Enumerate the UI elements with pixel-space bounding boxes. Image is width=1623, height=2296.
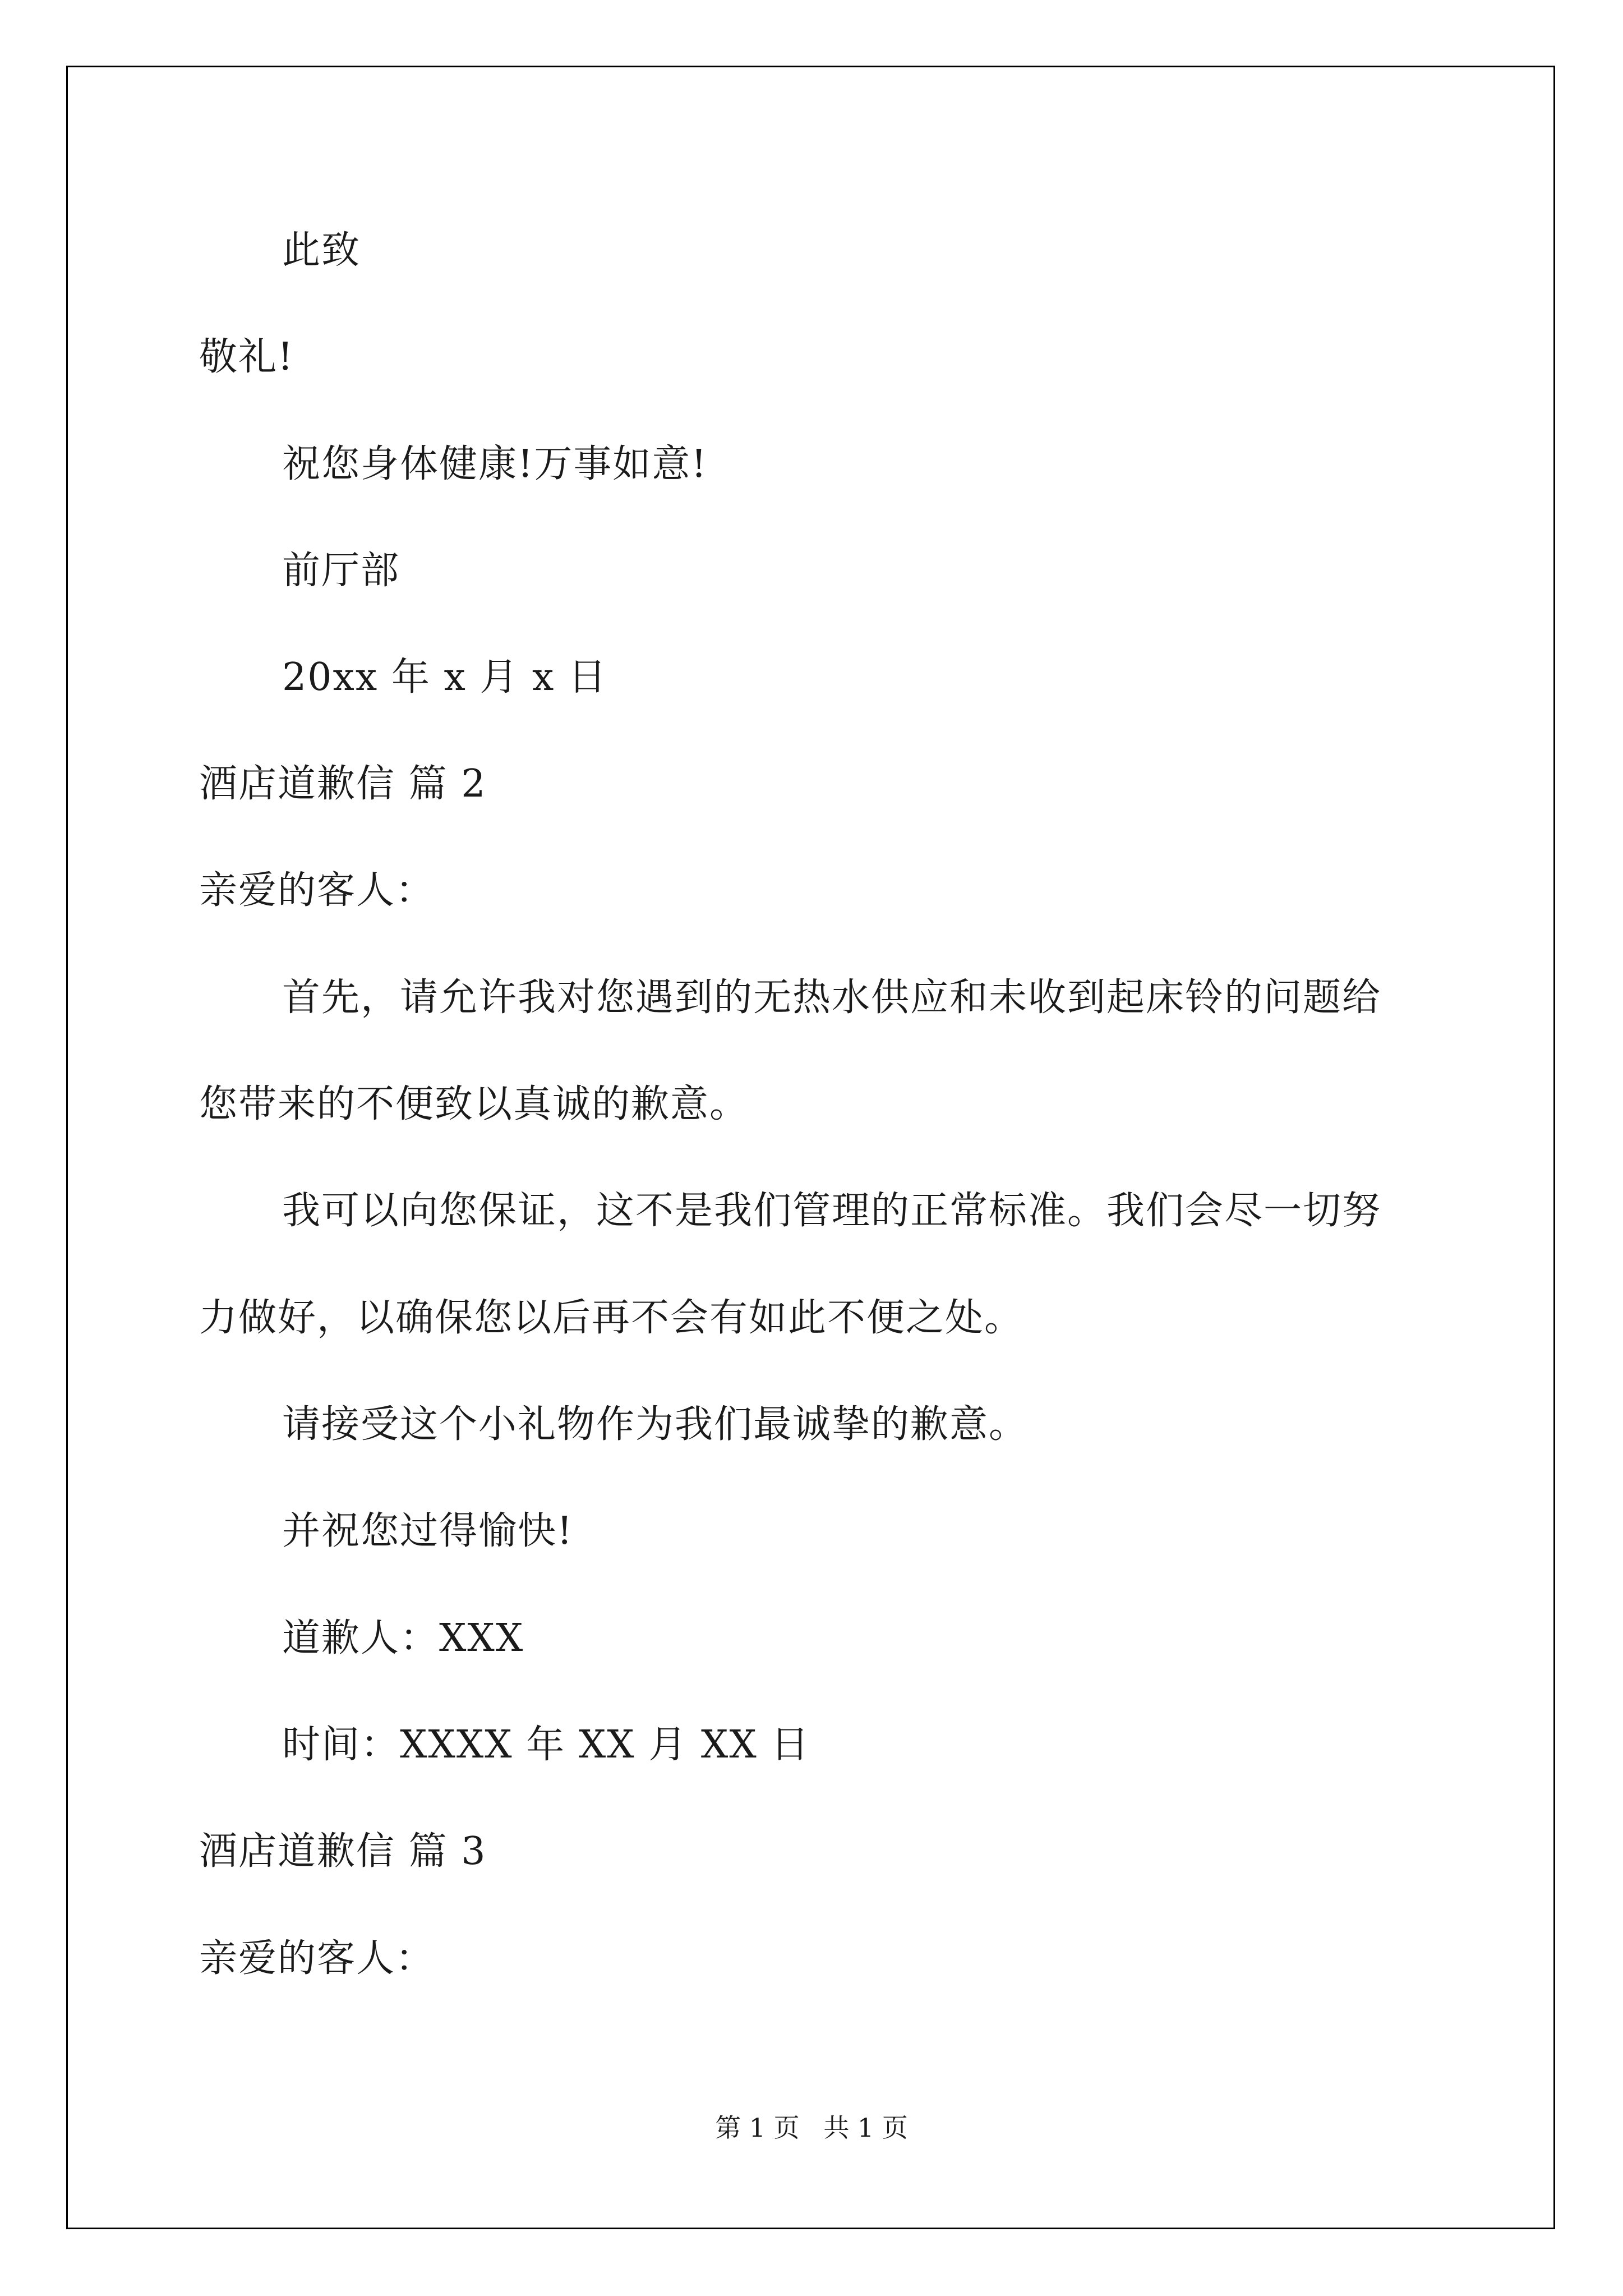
signature-date: 20xx 年 x 月 x 日: [282, 655, 608, 700]
page-border: [66, 66, 1555, 2229]
wishes-line: 祝您身体健康!万事如意!: [282, 442, 708, 486]
page-number: 第 1 页: [715, 2113, 800, 2143]
page-total: 共 1 页: [823, 2113, 908, 2143]
paragraph-line: 首先，请允许我对您遇到的无热水供应和未收到起床铃的问题给: [282, 976, 1382, 1020]
paragraph-line: 您带来的不便致以真诚的歉意。: [199, 1082, 749, 1126]
greeting-line: 亲爱的客人：: [199, 1936, 435, 1981]
signature-name: 道歉人：XXX: [282, 1616, 524, 1660]
paragraph-line: 请接受这个小礼物作为我们最诚挚的歉意。: [282, 1402, 1029, 1447]
page-footer: [0, 2112, 1623, 2143]
paragraph-line: 我可以向您保证，这不是我们管理的正常标准。我们会尽一切努: [282, 1189, 1382, 1233]
paragraph-line: 力做好，以确保您以后再不会有如此不便之处。: [199, 1296, 1024, 1340]
signature-date: 时间：XXXX 年 XX 月 XX 日: [282, 1723, 810, 1767]
greeting-line: 亲爱的客人：: [199, 868, 435, 913]
closing-line: 此致: [282, 228, 361, 273]
section-heading: 酒店道歉信 篇 2: [199, 762, 487, 806]
salutation-line: 敬礼!: [199, 335, 294, 379]
signature-department: 前厅部: [282, 549, 400, 593]
section-heading: 酒店道歉信 篇 3: [199, 1829, 487, 1874]
paragraph-line: 并祝您过得愉快!: [282, 1509, 574, 1553]
